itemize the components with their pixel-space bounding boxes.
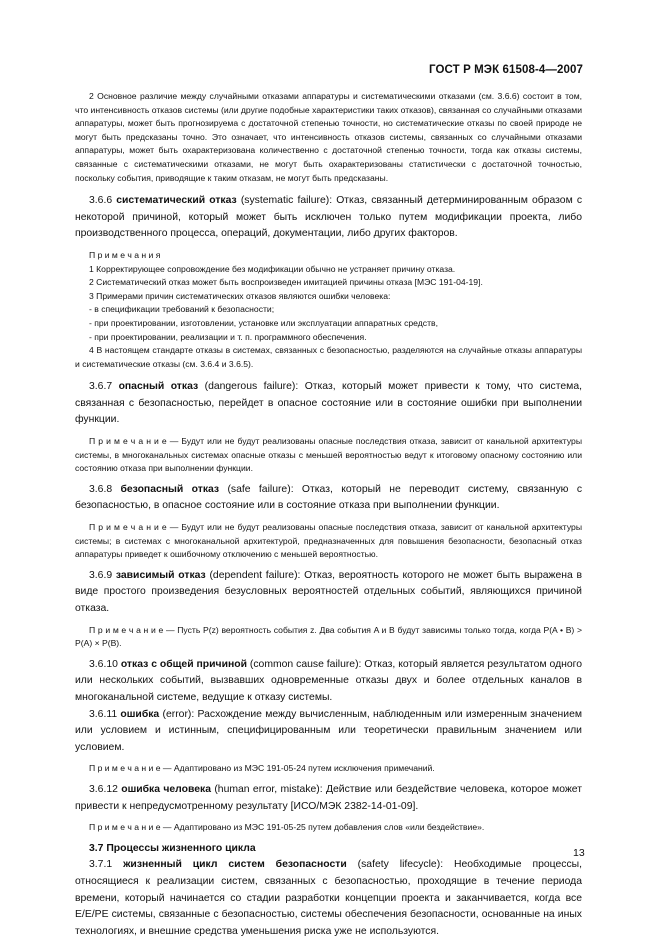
page-number: 13 bbox=[573, 847, 585, 859]
note-label: П р и м е ч а н и е bbox=[89, 436, 167, 447]
term-english: (dangerous failure) bbox=[204, 381, 296, 393]
term-definition: : Действие или бездействие человека, которое может привести к непредусмотренному результату [ИСО/МЭК 2382-14-01-09]. bbox=[75, 783, 583, 812]
term-definition: : Отказ, который может привести к тому, что система, связанная с безопасностью, перейдет в опасное состояние или в состояние ошибки при выполнении функции. bbox=[75, 381, 582, 426]
note-text: — Будут или не будут реализованы опасные последствия отказа, зависит от канальной архитектуры системы, в многоканальных системах опасные отказы с меньшей вероятностью ведут к итоговому опасному состоянию или состоянию отказа при выполнении функции. bbox=[75, 436, 582, 474]
note-text: — Адаптировано из МЭС 191-05-25 путем добавления слов «или бездействие». bbox=[160, 822, 485, 833]
term-english: (systematic failure) bbox=[240, 195, 330, 207]
term-english: (safety lifecycle) bbox=[357, 859, 441, 871]
term-name: ошибка человека bbox=[121, 783, 211, 795]
note-item: - при проектировании, изготовлении, установке или эксплуатации аппаратных средств, bbox=[89, 317, 438, 328]
clause-number: 3.7.1 bbox=[89, 859, 113, 871]
note-3-6-11 bbox=[75, 762, 582, 776]
note-3-6-9 bbox=[75, 624, 582, 651]
note-text: — Адаптировано из МЭС 191-05-24 путем исключения примечаний. bbox=[160, 763, 435, 774]
section-3-7-heading bbox=[75, 841, 582, 858]
note-3-6-8 bbox=[75, 521, 582, 562]
note-text: — Будут или не будут реализованы опасные последствия отказа, зависит от канальной архитектуры системы; в системах с многоканальной архитектурой, предназначенных для повышения безопасности, безопасный отказ аппаратуры приведет к ошибочному отключению с меньшей вероятностью. bbox=[75, 522, 582, 560]
term-definition: : Расхождение между вычисленным, наблюденным или измеренным значением или условием и истинным, специфицированным или теоретически правильным значением или условием. bbox=[75, 708, 582, 753]
clause-number: 3.6.9 bbox=[89, 569, 113, 581]
note-item: 1 Корректирующее сопровождение без модификации обычно не устраняет причину отказа. bbox=[89, 263, 456, 274]
section-number: 3.7 bbox=[89, 842, 104, 854]
note-item: 4 В настоящем стандарте отказы в системах, связанных с безопасностью, разделяются на случайные отказы аппаратуры и систематические отказы (см. 3.6.4 и 3.6.5). bbox=[75, 345, 582, 369]
note-label: П р и м е ч а н и е bbox=[89, 522, 167, 533]
term-3-7-1 bbox=[75, 857, 582, 940]
term-3-6-12 bbox=[75, 782, 582, 815]
notes-label: П р и м е ч а н и я bbox=[89, 249, 161, 260]
term-english: (safe failure) bbox=[227, 483, 291, 495]
term-name: опасный отказ bbox=[118, 381, 199, 393]
note-3-6-12 bbox=[75, 821, 582, 835]
clause-number: 3.6.10 bbox=[89, 658, 118, 670]
term-name: жизненный цикл систем безопасности bbox=[123, 859, 347, 871]
term-name: отказ с общей причиной bbox=[120, 658, 247, 670]
term-definition: : Отказ, который является результатом одного или нескольких событий, вызвавших одновременные отказы двух и более отдельных каналов в многоканальной системе, ведущие к отказу системы. bbox=[75, 658, 582, 703]
term-english: (error) bbox=[162, 708, 192, 720]
note-text: — Пусть P(z) вероятность события z. Два события A и B будут зависимы только тогда, когда P(A • B) > P(A) × P(B). bbox=[75, 624, 583, 649]
clause-number: 3.6.6 bbox=[89, 195, 113, 207]
term-english: (dependent failure) bbox=[209, 569, 298, 581]
note-3-6-7 bbox=[75, 435, 582, 476]
term-english: (human error, mistake) bbox=[214, 783, 320, 795]
term-name: систематический отказ bbox=[116, 195, 237, 207]
note-2-paragraph: 2 Основное различие между случайными отказами аппаратуры и систематическими отказами (см. 3.6.6) состоит в том, что интенсивность отказов системы (или другие подобные характеристики таких отказов), связанная со случайными отказами аппаратуры, может быть прогнозируема с достаточной степенью точности, но систематические отказы по своей природе не могут быть предсказаны точно. Это означает, что интенсивность отказов системы, связанных со случайными отказами аппаратуры, может быть охарактеризована количественно с достаточной степенью точности, тогда как отказы системы, связанные с систематическими отказами, не могут быть охарактеризованы статистически с достаточной точностью, поскольку события, приводящие к таким отказам, не могут быть предсказаны. bbox=[75, 91, 582, 183]
term-3-6-8 bbox=[75, 482, 582, 515]
note-item: - при проектировании, реализации и т. п. программного обеспечения. bbox=[89, 331, 367, 342]
term-3-6-11 bbox=[75, 707, 582, 757]
term-definition: : Отказ, который не переводит систему, связанную с безопасностью, в опасное состояние или в состояние отказа при выполнении функции. bbox=[75, 483, 583, 512]
term-definition: : Отказ, вероятность которого не может быть выражена в виде простого произведения безусловных вероятностей отдельных событий, являющихся причиной отказа. bbox=[75, 569, 583, 614]
term-3-6-7 bbox=[75, 379, 582, 429]
note-label: П р и м е ч а н и е bbox=[89, 624, 164, 635]
note-label: П р и м е ч а н и е bbox=[89, 763, 161, 774]
term-3-6-9 bbox=[75, 568, 582, 618]
clause-number: 3.6.8 bbox=[89, 483, 113, 495]
standard-header: ГОСТ Р МЭК 61508-4—2007 bbox=[429, 64, 583, 76]
note-item: - в спецификации требований к безопасности; bbox=[89, 304, 275, 315]
term-definition: : Необходимые процессы, относящиеся к реализации систем, связанных с безопасностью, проходящие в течение периода времени, который начинается со стадии разработки концепции проекта и заканчивается, когда все E/E/PE системы, связанные с безопасностью, системы обеспечения безопасности, основанные на иных технологиях, и внешние средства уменьшения риска уже не используются. bbox=[75, 859, 583, 937]
term-name: безопасный отказ bbox=[120, 483, 220, 495]
note-item: 3 Примерами причин систематических отказов являются ошибки человека: bbox=[89, 290, 391, 301]
term-definition: : Отказ, связанный детерминированным образом с некоторой причиной, который может быть исключен только путем модификации проекта, либо производственного процесса, операций, документации, либо других факторов. bbox=[75, 195, 583, 240]
term-english: (common cause failure) bbox=[249, 658, 359, 670]
note-item: 2 Систематический отказ может быть воспроизведен имитацией причины отказа [МЭС 191-04-19]. bbox=[89, 277, 483, 288]
clause-number: 3.6.12 bbox=[89, 783, 118, 795]
section-title: Процессы жизненного цикла bbox=[106, 842, 256, 854]
clause-number: 3.6.7 bbox=[89, 381, 113, 393]
note-label: П р и м е ч а н и е bbox=[89, 822, 161, 833]
clause-number: 3.6.11 bbox=[89, 708, 118, 720]
term-3-6-10 bbox=[75, 657, 582, 707]
term-name: зависимый отказ bbox=[115, 569, 206, 581]
term-3-6-6 bbox=[75, 193, 582, 243]
page-body bbox=[75, 90, 582, 940]
term-name: ошибка bbox=[120, 708, 160, 720]
